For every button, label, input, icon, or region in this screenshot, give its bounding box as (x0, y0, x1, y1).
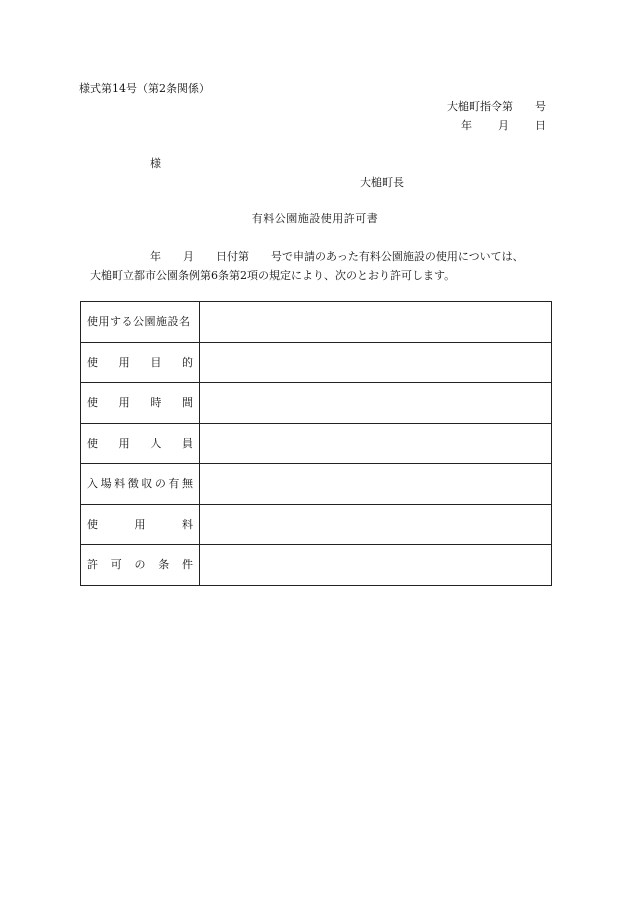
row-label: 使 用 時 間 (87, 396, 193, 410)
body-text-line-1 (150, 251, 524, 262)
table-row (81, 302, 552, 343)
document-title: 有料公園施設使用許可書 (251, 212, 379, 225)
form-number: 様式第14号（第2条関係） (79, 82, 210, 95)
row-label: 使 用 目 的 (87, 355, 193, 369)
body-application-text: 号で申請のあった有料公園施設の使用については、 (271, 250, 524, 263)
table-row (81, 383, 552, 424)
row-value-cell (200, 423, 552, 464)
permit-details-table (80, 301, 552, 586)
order-number: 大槌町指令第 号 (447, 100, 546, 113)
row-label-cell (81, 464, 200, 505)
row-label-cell (81, 423, 200, 464)
row-label: 許 可 の 条 件 (87, 558, 193, 572)
row-value-cell (200, 545, 552, 586)
date-year: 年 (461, 119, 472, 132)
row-label-cell (81, 302, 200, 343)
row-value-cell (200, 342, 552, 383)
table-row (81, 423, 552, 464)
row-value-cell (200, 464, 552, 505)
issuer-name: 大槌町長 (360, 176, 404, 189)
table-row (81, 504, 552, 545)
issue-date (461, 120, 546, 131)
row-label-cell (81, 504, 200, 545)
body-text-line-2: 大槌町立都市公園条例第6条第2項の規定により、次のとおり許可します。 (90, 269, 456, 282)
row-label-cell (81, 342, 200, 383)
row-label: 使 用 料 (87, 517, 193, 531)
table-row (81, 464, 552, 505)
date-day: 日 (535, 119, 546, 132)
row-label: 使 用 人 員 (87, 436, 193, 450)
body-day-ref: 日付第 (216, 250, 249, 263)
body-year: 年 (150, 250, 161, 263)
table-row (81, 545, 552, 586)
row-value-cell (200, 383, 552, 424)
table-row (81, 342, 552, 383)
row-label: 使用する公園施設名 (87, 315, 191, 329)
row-label: 入 場 料 徴 収 の 有 無 (87, 477, 193, 491)
row-value-cell (200, 504, 552, 545)
row-value-cell (200, 302, 552, 343)
date-month: 月 (498, 119, 509, 132)
body-month: 月 (183, 250, 194, 263)
row-label-cell (81, 545, 200, 586)
row-label-cell (81, 383, 200, 424)
addressee-honorific: 様 (150, 157, 161, 170)
